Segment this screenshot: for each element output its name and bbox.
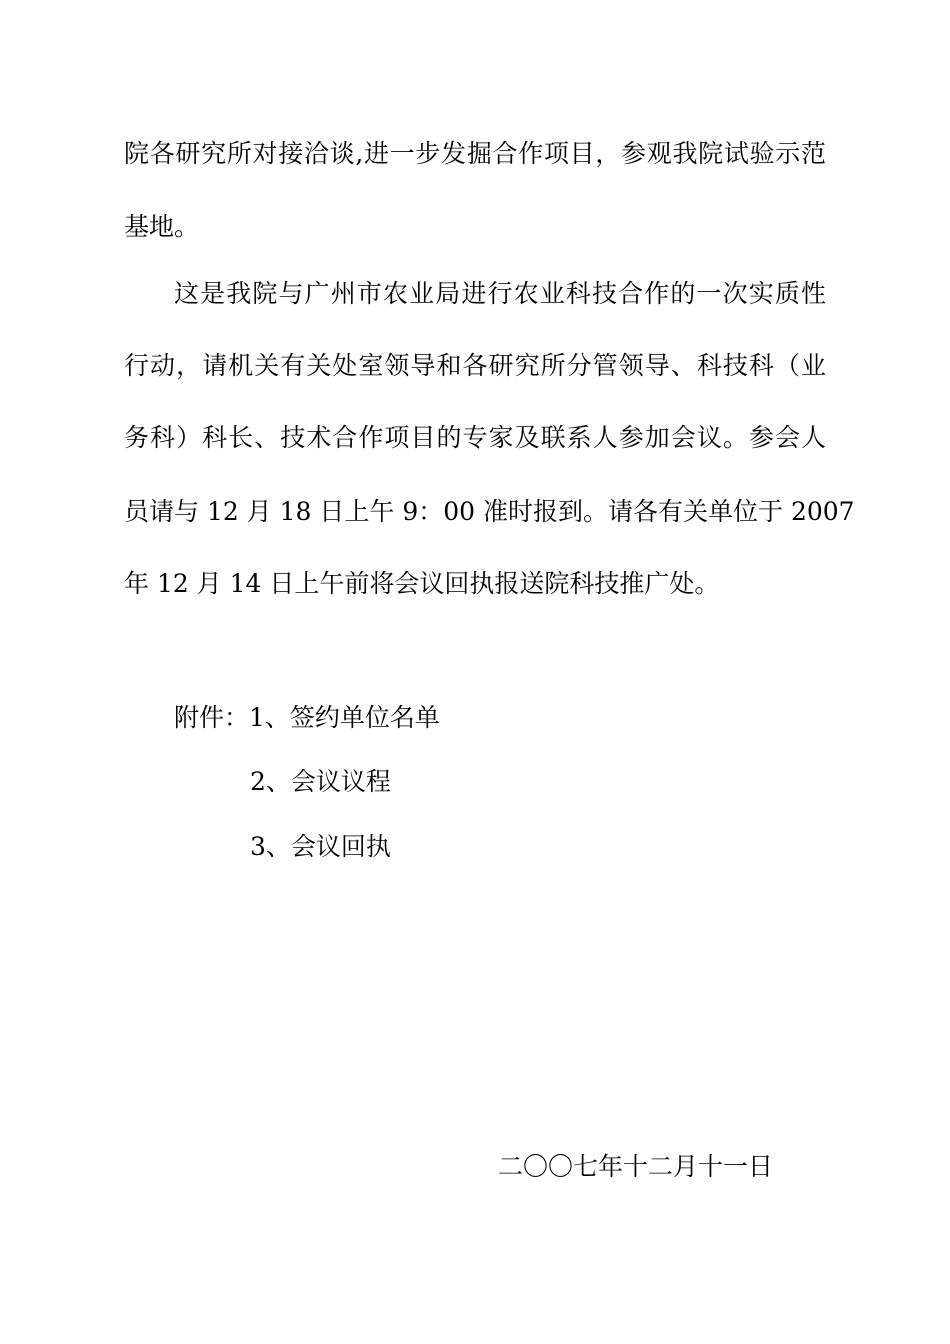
attachments-heading: 附件： <box>174 703 250 732</box>
paragraph-line: 基地。 <box>124 212 200 241</box>
paragraph-line: 这是我院与广州市农业局进行农业科技合作的一次实质性 <box>174 279 826 308</box>
paragraph-line: 年 12 月 14 日上午前将会议回执报送院科技推广处。 <box>124 569 720 598</box>
paragraph-line: 员请与 12 月 18 日上午 9：00 准时报到。请各有关单位于 2007 <box>124 497 855 526</box>
paragraph-line: 院各研究所对接洽谈,进一步发掘合作项目，参观我院试验示范 <box>124 139 826 168</box>
paragraph-line: 务科）科长、技术合作项目的专家及联系人参加会议。参会人 <box>124 423 826 452</box>
paragraph-line: 行动，请机关有关处室领导和各研究所分管领导、科技科（业 <box>124 351 826 380</box>
attachment-item: 1、签约单位名单 <box>249 703 440 732</box>
attachment-item: 2、会议议程 <box>250 767 391 796</box>
attachment-item: 3、会议回执 <box>250 832 391 861</box>
document-date: 二〇〇七年十二月十一日 <box>498 1152 774 1181</box>
attachments-section <box>174 701 440 735</box>
